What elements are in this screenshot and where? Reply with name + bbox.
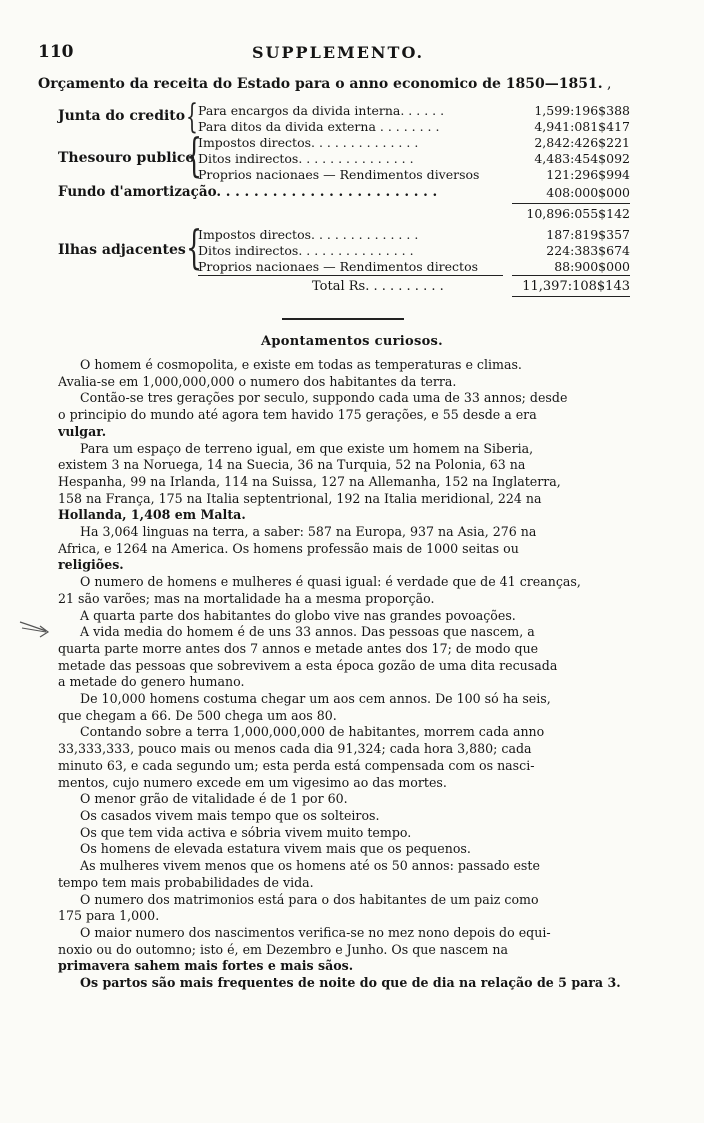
text-line: o principio do mundo até agora tem havido 175 gerações, e 55 desde a era <box>58 407 537 423</box>
budget-row-amount: 2,842:426$221 <box>534 135 630 150</box>
budget-row-amount: 121:296$994 <box>546 167 630 182</box>
group-label-ilhas: Ilhas adjacentes <box>58 242 186 258</box>
text-line: As mulheres vivem menos que os homens até os 50 annos: passado este <box>80 858 540 874</box>
text-line: vulgar. <box>58 423 107 439</box>
text-line: A vida media do homem é de uns 33 annos. Das pessoas que nascem, a <box>80 624 535 640</box>
budget-row-label: Proprios nacionaes — Rendimentos directos <box>198 259 479 274</box>
budget-row-amount: 4,941:081$417 <box>534 119 630 134</box>
text-line: 21 são varões; mas na mortalidade ha a mesma proporção. <box>58 590 435 606</box>
text-line: 33,333,333, pouco mais ou menos cada dia 91,324; cada hora 3,880; cada <box>58 741 532 757</box>
budget-title-text: Orçamento da receita do Estado para o anno economico de 1850—1851. <box>38 76 603 92</box>
budget-row-amount: 224:383$674 <box>546 243 630 258</box>
brace-ilhas: { <box>186 220 203 274</box>
text-line: Hollanda, 1,408 em Malta. <box>58 507 246 523</box>
text-line: metade das pessoas que sobrevivem a esta época gozão de uma dita recusada <box>58 657 558 673</box>
text-line: Os homens de elevada estatura vivem mais que os pequenos. <box>80 841 471 857</box>
budget-row-label: Impostos directos. . . . . . . . . . . . . . <box>198 135 419 150</box>
text-line: De 10,000 homens costuma chegar um aos cem annos. De 100 só ha seis, <box>80 691 551 707</box>
text-line: noxio ou do outomno; isto é, em Dezembro e Junho. Os que nascem na <box>58 941 508 957</box>
text-line: quarta parte morre antes dos 7 annos e metade antes dos 17; de modo que <box>58 640 539 656</box>
running-title: SUPPLEMENTO. <box>252 43 425 62</box>
text-line: tempo tem mais probabilidades de vida. <box>58 874 314 890</box>
total-amount: 11,397:108$143 <box>522 279 630 294</box>
text-line: que chegam a 66. De 500 chega um aos 80. <box>58 707 337 723</box>
group-label-junta: Junta do credito <box>58 108 186 124</box>
text-line: 158 na França, 175 na Italia septentrional, 192 na Italia meridional, 224 na <box>58 490 542 506</box>
brace-junta: { <box>186 97 198 137</box>
text-line: O homem é cosmopolita, e existe em todas as temperaturas e climas. <box>80 357 522 372</box>
text-line: Para um espaço de terreno igual, em que existe um homem na Siberia, <box>80 440 534 456</box>
subtotal-amount: 10,896:055$142 <box>526 206 630 221</box>
text-line: existem 3 na Noruega, 14 na Suecia, 36 na Turquia, 52 na Polonia, 63 na <box>58 457 526 473</box>
text-line: A quarta parte dos habitantes do globo vive nas grandes povoações. <box>80 607 516 623</box>
budget-row-label: Proprios nacionaes — Rendimentos diversos <box>198 167 480 182</box>
budget-row-amount: 1,599:196$388 <box>534 103 630 118</box>
total-rule-bottom <box>512 296 630 297</box>
text-line: primavera sahem mais fortes e mais sãos. <box>58 958 354 974</box>
curiosos-text <box>58 357 640 992</box>
budget-row-label: Ditos indirectos. . . . . . . . . . . . . . . <box>198 243 414 258</box>
fundo-amount: 408:000$000 <box>546 185 630 200</box>
text-line: O numero dos matrimonios está para o dos habitantes de um paiz como <box>80 891 539 907</box>
text-line: Africa, e 1264 na America. Os homens professão mais de 1000 seitas ou <box>58 540 519 556</box>
fundo-label: Fundo d'amortização. . . . . . . . . . . . . . . . . . . . . . . . <box>58 184 438 200</box>
text-line: O menor grão de vitalidade é de 1 por 60. <box>80 791 348 807</box>
text-line: religiões. <box>58 557 124 573</box>
group-label-thesouro: Thesouro publico <box>58 150 195 166</box>
budget-title <box>38 76 678 92</box>
hand-drawn-arrow-icon <box>18 616 54 642</box>
text-line: mentos, cujo numero excede em um vigesimo ao das mortes. <box>58 774 447 790</box>
budget-row-label: Ditos indirectos. . . . . . . . . . . . . . . <box>198 151 414 166</box>
text-line: Hespanha, 99 na Irlanda, 114 na Suissa, 127 na Allemanha, 152 na Inglaterra, <box>58 473 561 489</box>
text-line: Contando sobre a terra 1,000,000,000 de habitantes, morrem cada anno <box>80 724 545 740</box>
text-line: O numero de homens e mulheres é quasi igual: é verdade que de 41 creanças, <box>80 574 581 590</box>
text-line: Ha 3,064 linguas na terra, a saber: 587 na Europa, 937 na Asia, 276 na <box>80 524 537 540</box>
text-line: Os que tem vida activa e sóbria vivem muito tempo. <box>80 824 412 840</box>
budget-row-label: Impostos directos. . . . . . . . . . . . . . <box>198 227 419 242</box>
brace-thesouro: { <box>186 128 203 182</box>
budget-row-amount: 88:900$000 <box>554 259 630 274</box>
budget-row-amount: 4,483:454$092 <box>534 151 630 166</box>
text-line: minuto 63, e cada segundo um; esta perda está compensada com os nasci- <box>58 757 535 773</box>
text-line: Avalia-se em 1,000,000,000 o numero dos habitantes da terra. <box>58 373 457 389</box>
text-line: O maior numero dos nascimentos verifica-se no mez nono depois do equi- <box>80 924 551 940</box>
text-line: Os casados vivem mais tempo que os solteiros. <box>80 807 380 823</box>
budget-row-label: Para encargos da divida interna. . . . . . <box>198 103 445 118</box>
section-title: Apontamentos curiosos. <box>261 334 443 349</box>
text-line: 175 para 1,000. <box>58 908 160 924</box>
text-line: Os partos são mais frequentes de noite do que de dia na relação de 5 para 3. <box>80 975 621 991</box>
total-label: Total Rs. . . . . . . . . . <box>312 279 444 294</box>
total-rule-top <box>512 275 630 276</box>
budget-row-label: Para ditos da divida externa . . . . . . . . <box>198 119 440 134</box>
ilhas-rule <box>198 275 503 276</box>
budget-row-amount: 187:819$357 <box>546 227 630 242</box>
budget-title-tail: , <box>602 76 612 92</box>
text-line: Contão-se tres gerações por seculo, suppondo cada uma de 33 annos; desde <box>80 390 568 406</box>
section-divider <box>282 318 404 320</box>
page-number: 110 <box>38 42 74 62</box>
subtotal-rule <box>512 203 630 204</box>
text-line: a metade do genero humano. <box>58 674 245 690</box>
